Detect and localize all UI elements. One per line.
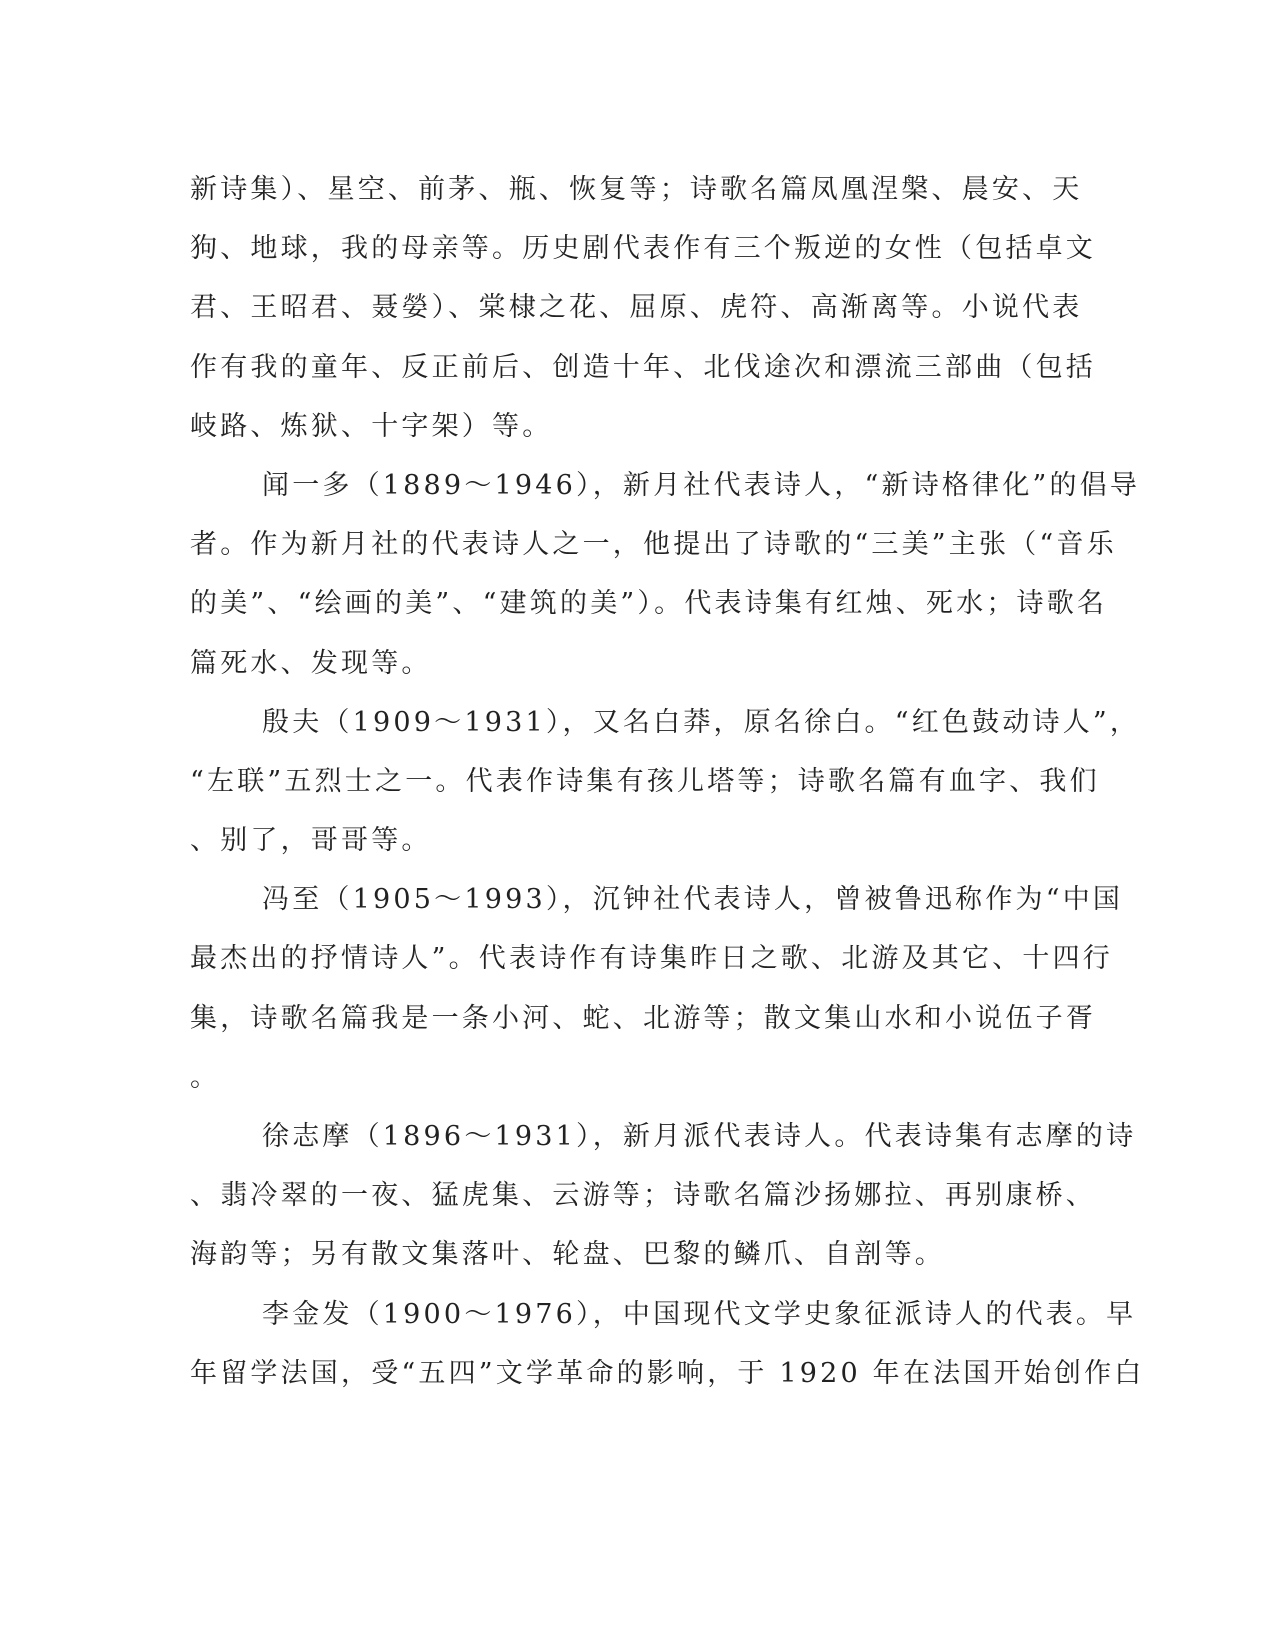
text-line: 新诗集）、星空、前茅、瓶、恢复等；诗歌名篇凤凰涅槃、晨安、天 <box>190 174 1083 205</box>
text-line: 、别了，哥哥等。 <box>190 825 432 857</box>
text-line: 作有我的童年、反正前后、创造十年、北伐途次和漂流三部曲（包括 <box>190 351 1096 383</box>
text-line: 、翡冷翠的一夜、猛虎集、云游等；诗歌名篇沙扬娜拉、再别康桥、 <box>190 1180 1096 1212</box>
text-line: “左联”五烈士之一。代表作诗集有孩儿塔等；诗歌名篇有血字、我们 <box>190 765 1100 797</box>
text-line: 海韵等；另有散文集落叶、轮盘、巴黎的鳞爪、自剖等。 <box>190 1239 945 1271</box>
paragraph-start-line: 闻一多（1889～1946），新月社代表诗人，“新诗格律化”的倡导 <box>262 469 1141 501</box>
text-line: 集，诗歌名篇我是一条小河、蛇、北游等；散文集山水和小说伍子胥 <box>190 1002 1096 1034</box>
paragraph-start-line: 徐志摩（1896～1931），新月派代表诗人。代表诗集有志摩的诗 <box>262 1121 1137 1152</box>
text-line: 的美”、“绘画的美”、“建筑的美”）。代表诗集有红烛、死水；诗歌名 <box>190 588 1108 620</box>
text-line: 者。作为新月社的代表诗人之一，他提出了诗歌的“三美”主张（“音乐 <box>190 529 1117 561</box>
paragraph-start-line: 李金发（1900～1976），中国现代文学史象征派诗人的代表。早 <box>262 1298 1137 1330</box>
paragraph-start-line: 冯至（1905～1993），沉钟社代表诗人，曾被鲁迅称作为“中国 <box>262 884 1124 916</box>
text-line: 岐路、炼狱、十字架）等。 <box>190 410 553 442</box>
text-line: 篇死水、发现等。 <box>190 647 432 679</box>
text-line: 年留学法国，受“五四”文学革命的影响，于 1920 年在法国开始创作白 <box>190 1357 1145 1389</box>
document-body <box>190 160 1145 1403</box>
paragraph-start-line: 殷夫（1909～1931），又名白莽，原名徐白。“红色鼓动诗人”， <box>262 706 1141 738</box>
text-line: 。 <box>190 1061 221 1093</box>
text-line: 君、王昭君、聂嫈）、棠棣之花、屈原、虎符、高渐离等。小说代表 <box>190 292 1083 324</box>
text-line: 狗、地球，我的母亲等。历史剧代表作有三个叛逆的女性（包括卓文 <box>190 233 1096 265</box>
text-line: 最杰出的抒情诗人”。代表诗作有诗集昨日之歌、北游及其它、十四行 <box>190 943 1114 975</box>
